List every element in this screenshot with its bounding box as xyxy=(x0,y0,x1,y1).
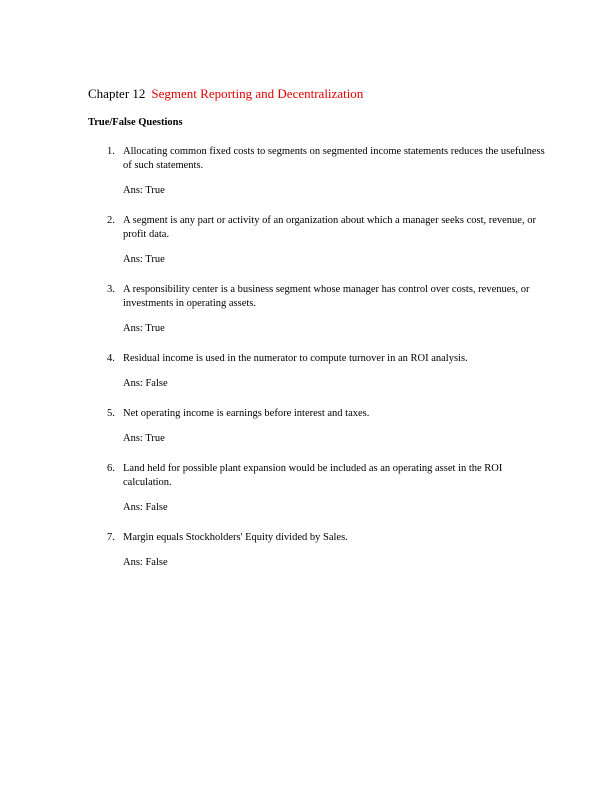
question-item xyxy=(107,531,547,570)
question-answer: Ans: True xyxy=(123,433,165,444)
question-item xyxy=(107,145,547,198)
question-text: Margin equals Stockholders' Equity divided by Sales. xyxy=(123,532,348,543)
section-heading: True/False Questions xyxy=(88,117,183,128)
question-answer: Ans: True xyxy=(123,323,165,334)
question-item xyxy=(107,214,547,267)
question-item xyxy=(107,462,547,515)
question-text: Land held for possible plant expansion would be included as an operating asset in the ROI calculation. xyxy=(123,463,503,488)
question-number: 7. xyxy=(107,532,115,543)
question-number: 2. xyxy=(107,215,115,226)
question-item xyxy=(107,352,547,391)
chapter-title xyxy=(88,86,363,102)
question-text: Net operating income is earnings before interest and taxes. xyxy=(123,408,370,419)
question-number: 1. xyxy=(107,146,115,157)
chapter-name: Segment Reporting and Decentralization xyxy=(151,86,364,101)
question-text: A responsibility center is a business segment whose manager has control over costs, revenues, or investments in operating assets. xyxy=(123,284,530,309)
question-number: 3. xyxy=(107,284,115,295)
question-number: 4. xyxy=(107,353,115,364)
question-item xyxy=(107,283,547,336)
question-text: Allocating common fixed costs to segments on segmented income statements reduces the usefulness of such statements. xyxy=(123,146,545,171)
question-answer: Ans: False xyxy=(123,557,168,568)
question-number: 5. xyxy=(107,408,115,419)
question-text: A segment is any part or activity of an organization about which a manager seeks cost, revenue, or profit data. xyxy=(123,215,536,240)
chapter-label: Chapter 12 xyxy=(88,86,146,101)
question-answer: Ans: True xyxy=(123,185,165,196)
question-answer: Ans: True xyxy=(123,254,165,265)
question-item xyxy=(107,407,547,446)
question-answer: Ans: False xyxy=(123,378,168,389)
question-text: Residual income is used in the numerator to compute turnover in an ROI analysis. xyxy=(123,353,468,364)
question-answer: Ans: False xyxy=(123,502,168,513)
question-number: 6. xyxy=(107,463,115,474)
